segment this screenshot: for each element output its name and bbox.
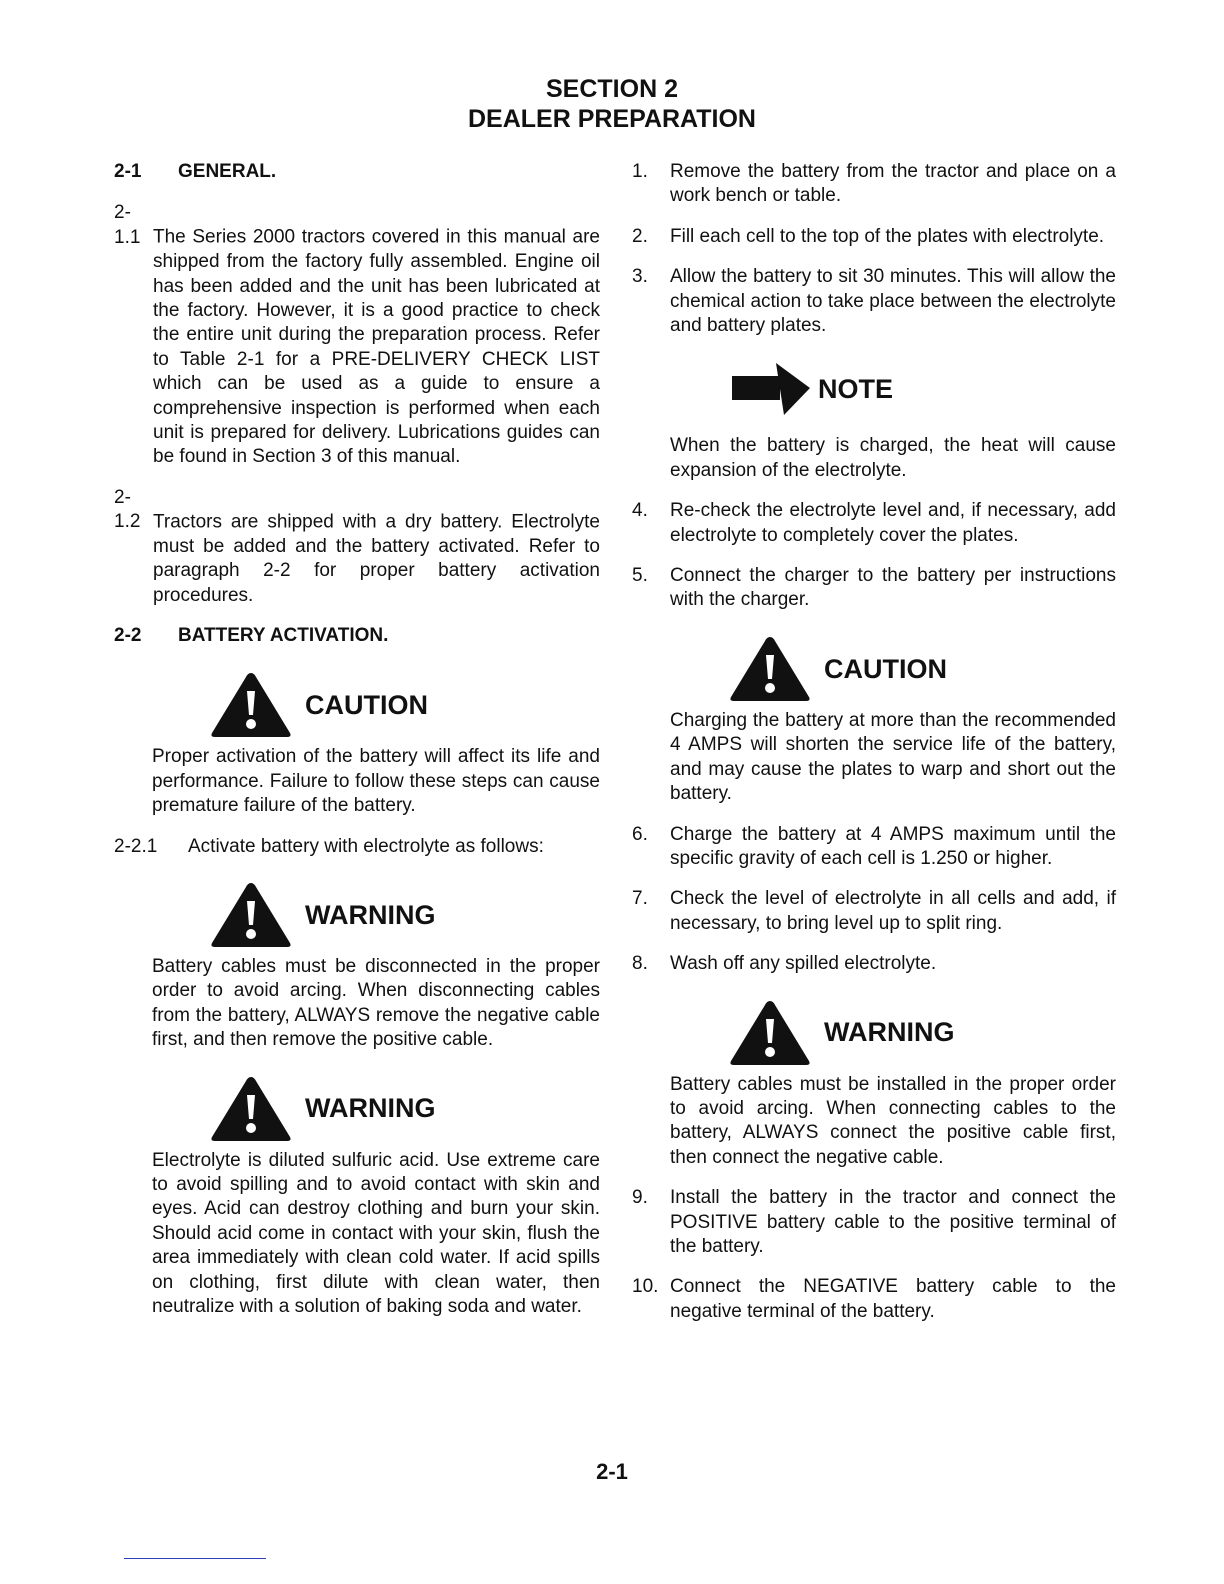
list-item: 9. Install the battery in the tractor and connect the POSITIVE battery cable to the positive terminal of the battery. xyxy=(632,1187,1116,1257)
paragraph-2-2-1: 2-2.1 Activate battery with electrolyte as follows: xyxy=(114,835,544,857)
list-item: 10. Connect the NEGATIVE battery cable to the negative terminal of the battery. xyxy=(632,1276,1116,1322)
right-column xyxy=(632,160,1116,1340)
list-item: 1. Remove the battery from the tractor and place on a work bench or table. xyxy=(632,161,1116,207)
arrow-right-icon xyxy=(732,363,810,415)
warning-label: WARNING xyxy=(305,1093,436,1124)
warning-triangle-icon xyxy=(209,879,293,951)
warning-text-1: Battery cables must be disconnected in the proper order to avoid arcing. When disconnecting cables from the battery, ALWAYS remove the negative cable first, and then remove the positive cable. xyxy=(152,955,600,1051)
note-heading xyxy=(732,354,1116,424)
warning-triangle-icon xyxy=(728,997,812,1069)
list-item: 6. Charge the battery at 4 AMPS maximum until the specific gravity of each cell is 1.250 or higher. xyxy=(632,823,1116,869)
paragraph-2-1-1: 2-1.1 The Series 2000 tractors covered in this manual are shipped from the factory fully assembled. Engine oil has been added and the unit has been lubricated at the factory. However, it is a good practice to check the entire unit during the preparation process. Refer to Table 2-1 for a PRE-DELIVERY CHECK LIST which can be used as a guide to ensure a comprehensive inspection is performed when each unit is prepared for delivery. Lubrications guides can be found in Section 3 of this manual. xyxy=(114,202,600,468)
warning-triangle-icon xyxy=(728,633,812,705)
section-number: SECTION 2 xyxy=(546,75,678,103)
warning-label: WARNING xyxy=(824,1017,955,1048)
warning-triangle-icon xyxy=(209,1073,293,1145)
list-item: 2. Fill each cell to the top of the plates with electrolyte. xyxy=(632,225,1105,247)
footer-divider xyxy=(124,1558,266,1559)
list-item: 4. Re-check the electrolyte level and, if necessary, add electrolyte to completely cover the plates. xyxy=(632,500,1116,546)
warning-heading-3 xyxy=(728,993,1116,1073)
paragraph-2-1-2: 2-1.2 Tractors are shipped with a dry battery. Electrolyte must be added and the battery activated. Refer to paragraph 2-2 for proper battery activation procedures. xyxy=(114,486,600,606)
list-item: 3. Allow the battery to sit 30 minutes. This will allow the chemical action to take place between the electrolyte and battery plates. xyxy=(632,266,1116,337)
heading-general: 2-1 GENERAL. xyxy=(114,161,277,182)
page-number: 2-1 xyxy=(596,1459,628,1484)
list-item: 5. Connect the charger to the battery per instructions with the charger. xyxy=(632,565,1116,611)
page-title xyxy=(0,74,1224,134)
caution-heading-2 xyxy=(728,629,1116,709)
left-column xyxy=(114,160,600,1335)
list-item: 7. Check the level of electrolyte in all cells and add, if necessary, to bring level up to split ring. xyxy=(632,888,1116,934)
caution-text-2: Charging the battery at more than the recommended 4 AMPS will shorten the service life of the battery, and may cause the plates to warp and short out the battery. xyxy=(670,709,1116,805)
caution-label: CAUTION xyxy=(305,690,428,721)
note-label: NOTE xyxy=(818,374,894,405)
caution-label: CAUTION xyxy=(824,653,947,684)
note-text: When the battery is charged, the heat will cause expansion of the electrolyte. xyxy=(670,435,1116,481)
warning-triangle-icon xyxy=(209,669,293,741)
warning-label: WARNING xyxy=(305,899,436,930)
warning-heading-2 xyxy=(209,1069,600,1149)
warning-text-2: Electrolyte is diluted sulfuric acid. Use extreme care to avoid spilling and to avoid contact with skin and eyes. Acid can destroy clothing and burn your skin. Should acid come in contact with your skin, flush the area immediately with clean cold water. If acid spills on clothing, first dilute with clean water, then neutralize with a solution of baking soda and water. xyxy=(152,1149,600,1317)
warning-heading-1 xyxy=(209,875,600,955)
list-item: 8. Wash off any spilled electrolyte. xyxy=(632,953,937,975)
warning-text-3: Battery cables must be installed in the proper order to avoid arcing. When connecting cables to the battery, ALWAYS connect the positive cable first, then connect the negative cable. xyxy=(670,1073,1116,1168)
section-title: DEALER PREPARATION xyxy=(468,105,756,133)
caution-text-1: Proper activation of the battery will affect its life and performance. Failure to follow these steps can cause premature failure of the battery. xyxy=(152,746,600,817)
caution-heading-1 xyxy=(209,665,600,745)
heading-battery-activation: 2-2 BATTERY ACTIVATION. xyxy=(114,624,389,646)
